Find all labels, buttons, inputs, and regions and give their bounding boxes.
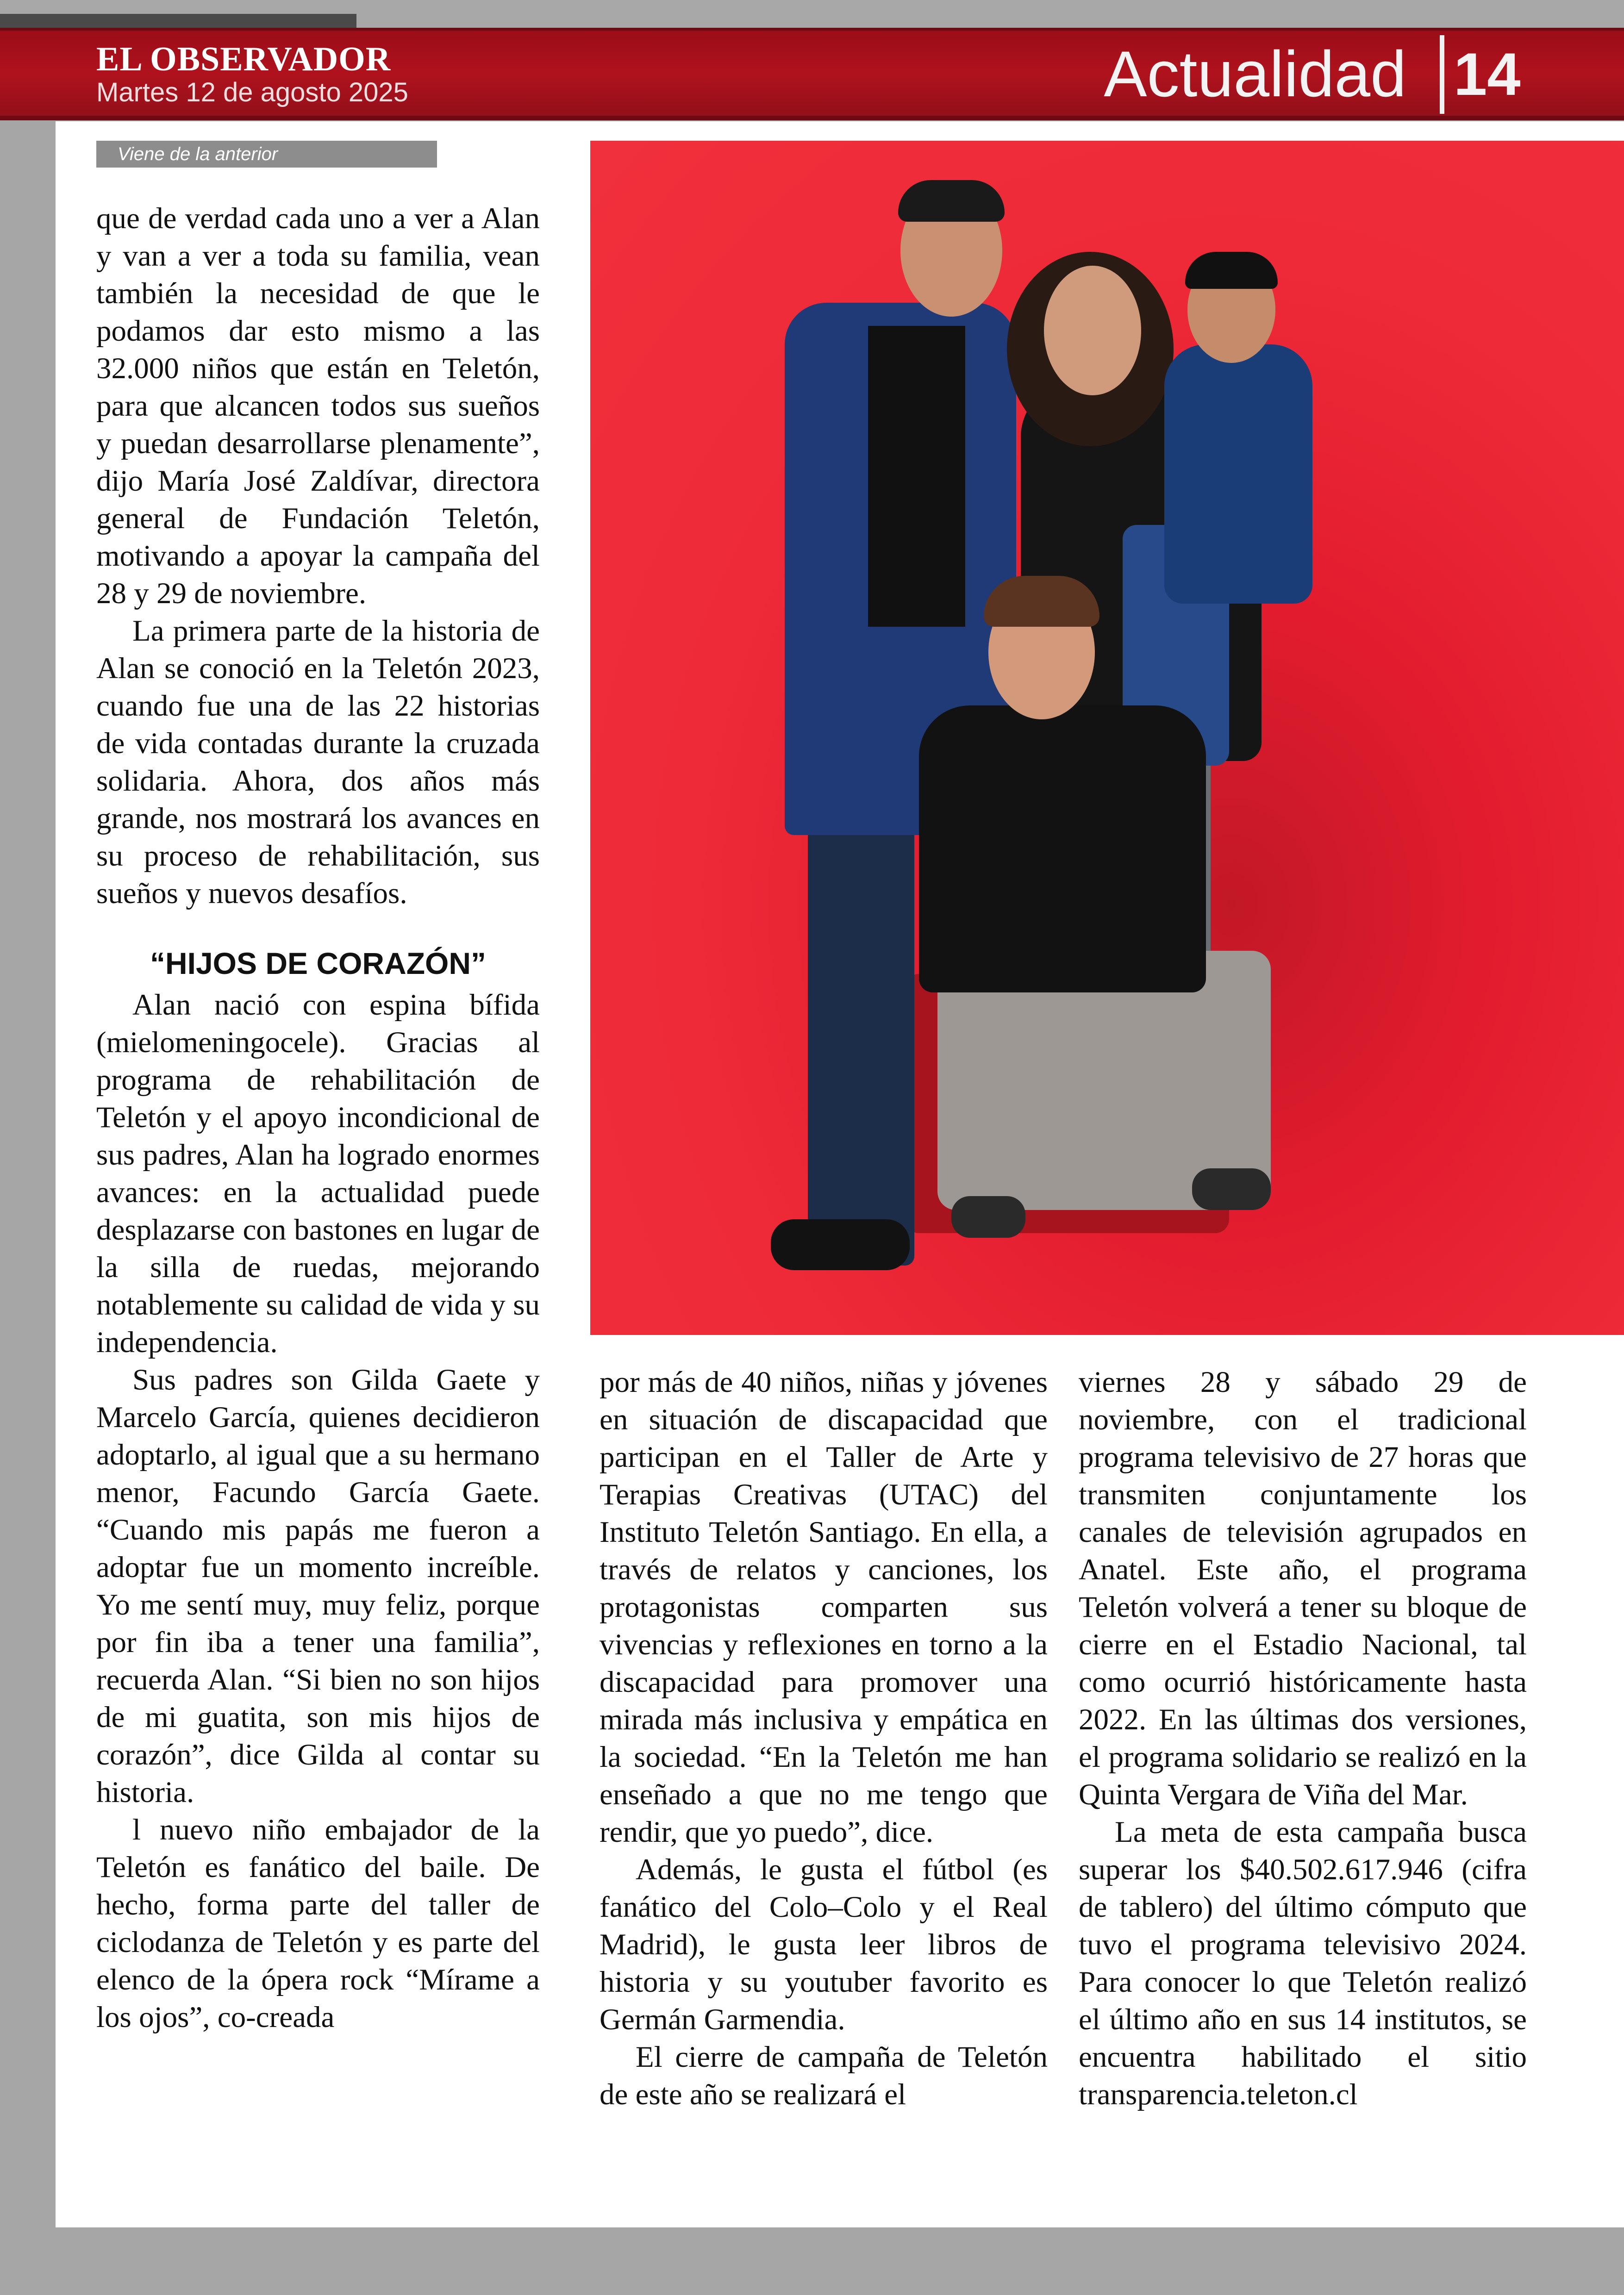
seated-boy-shoe-right: [1192, 1168, 1271, 1210]
article-column-1: [96, 200, 540, 2036]
paragraph: El cierre de campaña de Teletón de este año se realizará el: [600, 2040, 1048, 2111]
small-boy-sweater: [1164, 344, 1312, 604]
article-column-3: [1079, 1364, 1527, 2114]
section-title: Actualidad: [1104, 37, 1406, 110]
masthead-title: EL OBSERVADOR: [96, 40, 391, 78]
header-divider: [1440, 35, 1444, 114]
mother-head: [1044, 266, 1141, 395]
father-legs: [808, 780, 914, 1266]
paragraph: que de verdad cada uno a ver a Alan y van a ver a toda su familia, vean también la necesidad de que le podamos dar esto mismo a las 32.000 niños que están en Teletón, para que alcancen todos sus sueños y puedan desarrollarse plenamente”, dijo María José Zaldívar, directora general de Fundación Teletón, motivando a apoyar la campaña del 28 y 29 de noviembre.: [96, 202, 540, 610]
paragraph: La meta de esta campaña busca superar los $40.502.617.946 (cifra de tablero) del último cómputo que tuvo el programa televisivo 2024. Para conocer lo que Teletón realizó el último año en sus 14 institutos, se encuentra habilitado el sitio transparencia.teleton.cl: [1079, 1815, 1527, 2111]
section-subheading: “HIJOS DE CORAZÓN”: [150, 946, 487, 980]
paragraph: La primera parte de la historia de Alan se conoció en la Teletón 2023, cuando fue una de las 22 historias de vida contadas durante la cruzada solidaria. Ahora, dos años más grande, nos mostrará los avances en su proceso de rehabilitación, sus sueños y nuevos desafíos.: [96, 614, 540, 910]
paragraph: l nuevo niño embajador de la Teletón es fanático del baile. De hecho, forma parte del taller de ciclodanza de Teletón y es parte del elenco de la ópera rock “Mírame a los ojos”, co-creada: [96, 1813, 540, 2034]
paragraph: Alan nació con espina bífida (mielomeningocele). Gracias al programa de rehabilitación de Teletón y el apoyo incondicional de sus padres, Alan ha logrado enormes avances: en la actualidad puede desplazarse con bastones en lugar de la silla de ruedas, mejorando notablemente su calidad de vida y su independencia.: [96, 988, 540, 1359]
page-number: 14: [1454, 40, 1521, 108]
continuation-tag: Viene de la anterior: [96, 141, 437, 168]
article-column-2: [600, 1364, 1048, 2114]
top-accent-bar: [0, 14, 356, 28]
seated-boy-sweater: [919, 705, 1206, 992]
issue-date: Martes 12 de agosto 2025: [96, 77, 408, 107]
paragraph: viernes 28 y sábado 29 de noviembre, con el tradicional programa televisivo de 27 horas que transmiten conjuntamente los canales de televisión agrupados en Anatel. Este año, el programa Teletón volverá a tener su bloque de cierre en el Estadio Nacional, tal como ocurrió históricamente hasta 2022. En las últimas dos versiones, el programa solidario se realizó en la Quinta Vergara de Viña del Mar.: [1079, 1366, 1527, 1811]
father-shirt: [868, 326, 965, 627]
page-header: [0, 28, 1624, 120]
paragraph: Sus padres son Gilda Gaete y Marcelo García, quienes decidieron adoptarlo, al igual que a su hermano menor, Facundo García Gaete. “Cuando mis papás me fueron a adoptar fue un momento increíble. Yo me sentí muy, muy feliz, porque por fin iba a tener una familia”, recuerda Alan. “Si bien no son hijos de mi guatita, son mis hijos de corazón”, dice Gilda al contar su historia.: [96, 1363, 540, 1809]
family-photo: [590, 141, 1624, 1335]
paragraph: por más de 40 niños, niñas y jóvenes en situación de discapacidad que participan en el Taller de Arte y Terapias Creativas (UTAC) del Instituto Teletón Santiago. En ella, a través de relatos y canciones, los protagonistas comparten sus vivencias y reflexiones en torno a la discapacidad para promover una mirada más inclusiva y empática en la sociedad. “En la Teletón me han enseñado a que no me tengo que rendir, que yo puedo”, dice.: [600, 1366, 1048, 1849]
seated-boy-hair: [984, 576, 1099, 627]
paragraph: Además, le gusta el fútbol (es fanático del Colo–Colo y el Real Madrid), le gusta leer libros de historia y su youtuber favorito es Germán Garmendia.: [600, 1853, 1048, 2036]
father-shoes: [771, 1219, 910, 1270]
seated-boy-shoe-left: [951, 1196, 1025, 1238]
small-boy-hair: [1185, 252, 1278, 289]
father-hair: [898, 180, 1005, 222]
